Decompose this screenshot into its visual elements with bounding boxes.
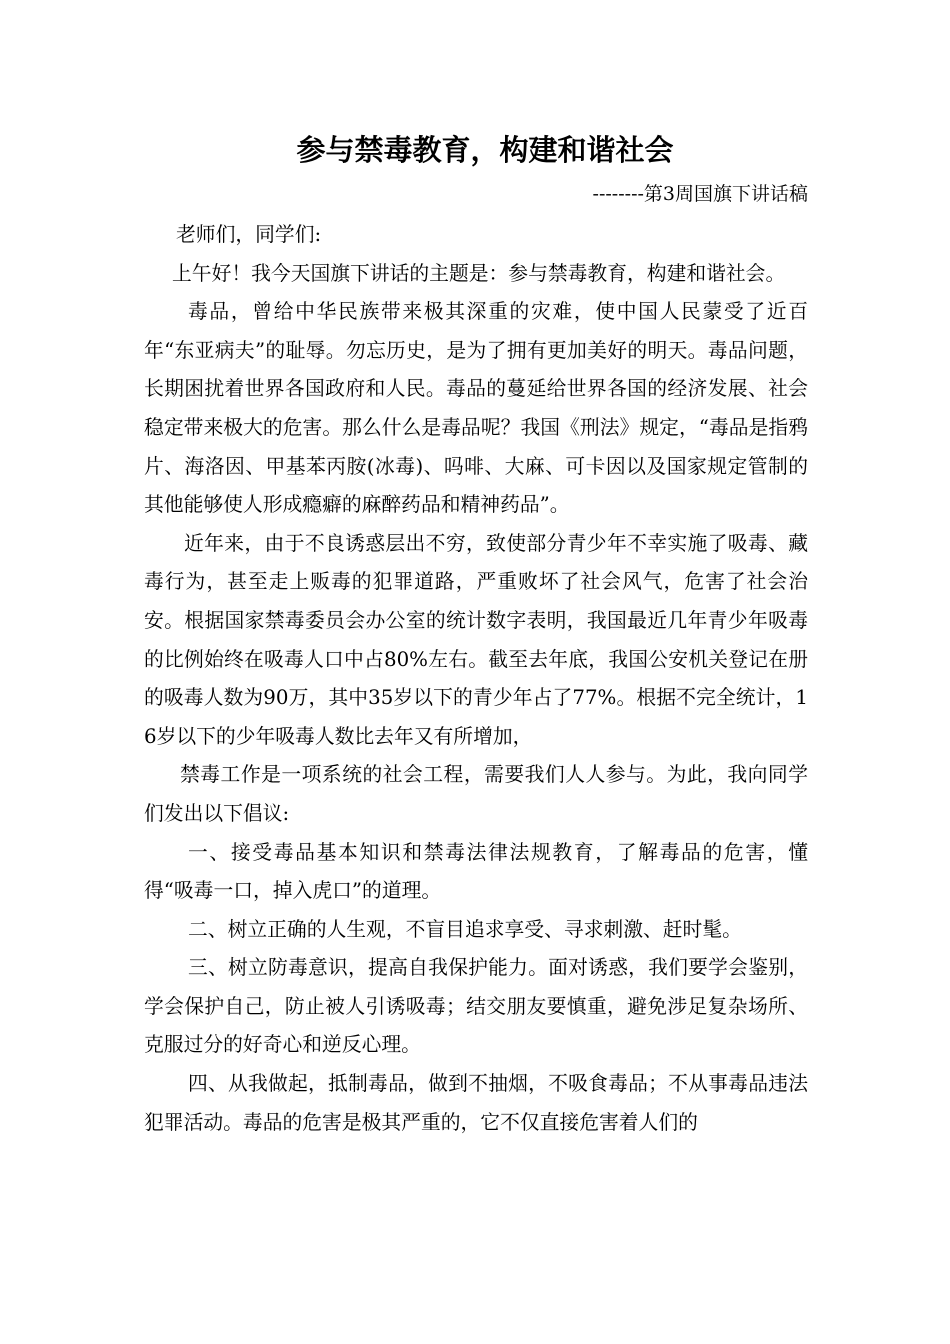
document-subtitle: --------第3周国旗下讲话稿: [592, 183, 808, 205]
document-title: 参与禁毒教育，构建和谐社会: [296, 133, 674, 167]
paragraph-drug-history: 毒品，曾给中华民族带来极其深重的灾难，使中国人民蒙受了近百年“东亚病夫”的耻辱。勿忘历史，是为了拥有更加美好的明天。毒品问题，长期困扰着世界各国政府和人民。毒品的蔓延给世界各国的经济发展、社会稳定带来极大的危害。那么什么是毒品呢？我国《刑法》规定，“毒品是指鸦片、海洛因、甲基苯丙胺(冰毒)、吗啡、大麻、可卡因以及国家规定管制的其他能够使人形成瘾癖的麻醉药品和精神药品”。: [144, 300, 808, 517]
paragraph-proposal-4: 四、从我做起，抵制毒品，做到不抽烟，不吸食毒品；不从事毒品违法犯罪活动。毒品的危害是极其严重的，它不仅直接危害着人们的: [144, 1072, 808, 1134]
paragraph-initiative-intro: 禁毒工作是一项系统的社会工程，需要我们人人参与。为此，我向同学们发出以下倡议:: [144, 763, 808, 825]
paragraph-proposal-2: 二、树立正确的人生观，不盲目追求享受、寻求刺激、赶时髦。: [188, 917, 742, 941]
paragraph-proposal-3: 三、树立防毒意识，提高自我保护能力。面对诱惑，我们要学会鉴别，学会保护自己，防止被人引诱吸毒；结交朋友要慎重，避免涉足复杂场所、克服过分的好奇心和逆反心理。: [144, 956, 808, 1057]
paragraph-proposal-1: 一、接受毒品基本知识和禁毒法律法规教育，了解毒品的危害，懂得“吸毒一口，掉入虎口”的道理。: [144, 840, 808, 903]
greeting: 老师们，同学们:: [176, 223, 322, 246]
paragraph-youth-statistics: 近年来，由于不良诱惑层出不穷，致使部分青少年不幸实施了吸毒、藏毒行为，甚至走上贩毒的犯罪道路，严重败坏了社会风气，危害了社会治安。根据国家禁毒委员会办公室的统计数字表明，我国最近几年青少年吸毒的比例始终在吸毒人口中占80%左右。截至去年底，我国公安机关登记在册的吸毒人数为90万，其中35岁以下的青少年占了77%。根据不完全统计，16岁以下的少年吸毒人数比去年又有所增加，: [144, 531, 808, 748]
paragraph-opening: 上午好！我今天国旗下讲话的主题是：参与禁毒教育，构建和谐社会。: [172, 261, 786, 285]
